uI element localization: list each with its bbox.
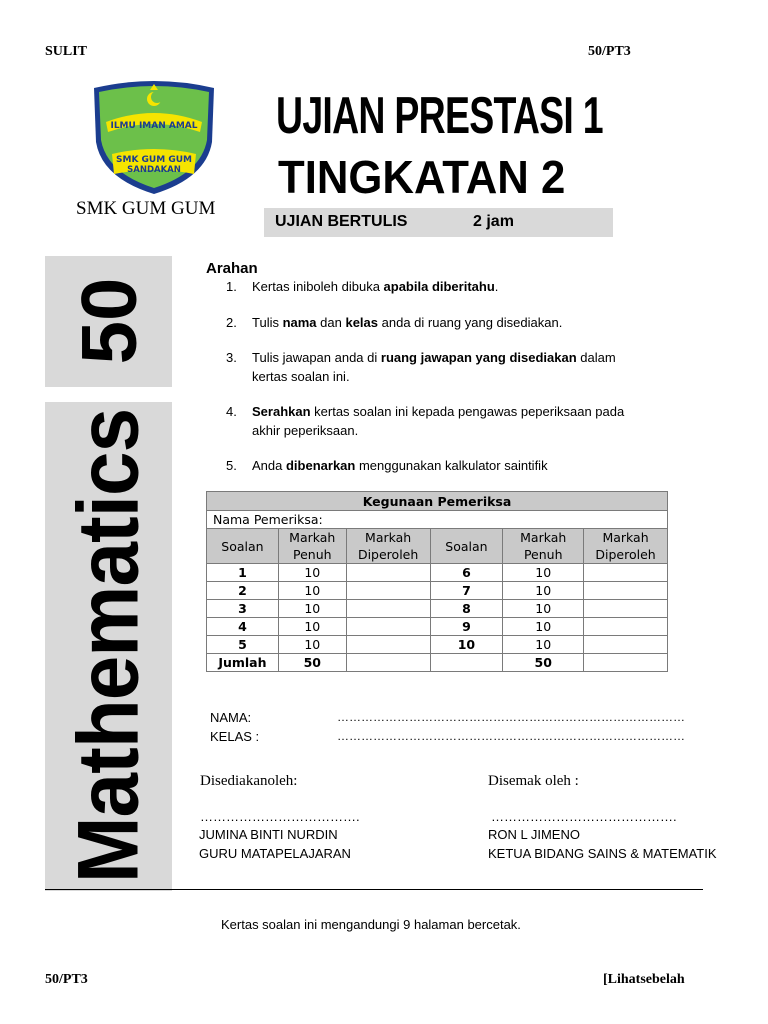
table-row bbox=[207, 600, 668, 618]
table-total-row bbox=[207, 654, 668, 672]
question-number: 9 bbox=[430, 618, 503, 636]
prepared-by-title: GURU MATAPELAJARAN bbox=[199, 846, 351, 861]
question-number: 2 bbox=[207, 582, 279, 600]
nama-dotted-line: …………………………………………………………………………… bbox=[337, 710, 685, 724]
examiner-marks-table bbox=[206, 491, 668, 672]
question-number: 4 bbox=[207, 618, 279, 636]
instruction-number: 1. bbox=[226, 279, 237, 294]
instruction-text: Kertas iniboleh dibuka apabila diberitahu. bbox=[252, 279, 499, 294]
total-empty-cell bbox=[430, 654, 503, 672]
nama-label: NAMA: bbox=[210, 710, 252, 725]
table-row bbox=[207, 636, 668, 654]
table-row bbox=[207, 564, 668, 582]
header-soalan: Soalan bbox=[207, 529, 279, 564]
marks-obtained-cell bbox=[346, 618, 430, 636]
header-markah-diperoleh: Markah Diperoleh bbox=[584, 529, 668, 564]
form-level-title: TINGKATAN 2 bbox=[278, 151, 566, 203]
examiner-name-label: Nama Pemeriksa: bbox=[207, 511, 668, 529]
test-duration: 2 jam bbox=[473, 213, 514, 230]
checked-by-title: KETUA BIDANG SAINS & MATEMATIK bbox=[488, 846, 717, 861]
header-left-code: SULIT bbox=[45, 44, 88, 59]
crest-line-2: SANDAKAN bbox=[127, 165, 181, 175]
subject-vertical: Mathematics bbox=[60, 408, 157, 884]
question-number: 1 bbox=[207, 564, 279, 582]
marks-obtained-cell bbox=[346, 582, 430, 600]
question-number: 8 bbox=[430, 600, 503, 618]
crest-line-1: SMK GUM GUM bbox=[116, 155, 192, 165]
question-number: 7 bbox=[430, 582, 503, 600]
checked-by-dotted-line: ……………………………………. bbox=[491, 809, 677, 824]
question-number: 5 bbox=[207, 636, 279, 654]
table-row bbox=[207, 618, 668, 636]
header-right-code: 50/PT3 bbox=[588, 44, 631, 59]
instruction-number: 2. bbox=[226, 315, 237, 330]
instruction-text: Serahkan kertas soalan ini kepada pengawas peperiksaan pada akhir peperiksaan. bbox=[252, 404, 625, 438]
footer-left-code: 50/PT3 bbox=[45, 972, 88, 987]
question-number: 6 bbox=[430, 564, 503, 582]
table-row bbox=[207, 582, 668, 600]
checked-by-name: RON L JIMENO bbox=[488, 827, 580, 842]
full-marks: 10 bbox=[503, 618, 584, 636]
subject-panel bbox=[45, 402, 172, 891]
marks-obtained-cell bbox=[346, 600, 430, 618]
full-marks: 10 bbox=[278, 600, 346, 618]
marks-obtained-cell bbox=[584, 600, 668, 618]
page-count-note: Kertas soalan ini mengandungi 9 halaman bercetak. bbox=[221, 917, 521, 932]
question-number: 3 bbox=[207, 600, 279, 618]
school-crest-logo bbox=[88, 80, 220, 196]
prepared-by-name: JUMINA BINTI NURDIN bbox=[199, 827, 338, 842]
paper-code-panel bbox=[45, 256, 172, 387]
paper-code-vertical: 50 bbox=[64, 277, 153, 365]
full-marks: 10 bbox=[278, 582, 346, 600]
header-markah-penuh: Markah Penuh bbox=[503, 529, 584, 564]
marks-obtained-cell bbox=[584, 618, 668, 636]
header-markah-diperoleh: Markah Diperoleh bbox=[346, 529, 430, 564]
instruction-number: 5. bbox=[226, 458, 237, 473]
full-marks: 10 bbox=[278, 618, 346, 636]
marks-obtained-cell bbox=[584, 636, 668, 654]
instruction-number: 3. bbox=[226, 350, 237, 365]
total-obtained-cell bbox=[584, 654, 668, 672]
question-number: 10 bbox=[430, 636, 503, 654]
total-obtained-cell bbox=[346, 654, 430, 672]
kelas-label: KELAS : bbox=[210, 729, 260, 744]
instructions-heading: Arahan bbox=[206, 260, 258, 277]
test-type-bar bbox=[264, 208, 613, 237]
instruction-number: 4. bbox=[226, 404, 237, 419]
total-full-marks: 50 bbox=[278, 654, 346, 672]
full-marks: 10 bbox=[503, 582, 584, 600]
crest-motto: ILMU IMAN AMAL bbox=[110, 121, 198, 131]
marks-obtained-cell bbox=[346, 636, 430, 654]
full-marks: 10 bbox=[503, 564, 584, 582]
marks-obtained-cell bbox=[584, 564, 668, 582]
test-type-label: UJIAN BERTULIS bbox=[275, 213, 408, 230]
exam-title: UJIAN PRESTASI 1 bbox=[276, 87, 603, 145]
instruction-text: Anda dibenarkan menggunakan kalkulator saintifik bbox=[252, 458, 548, 473]
checked-by-label: Disemak oleh : bbox=[488, 773, 579, 789]
marks-obtained-cell bbox=[346, 564, 430, 582]
full-marks: 10 bbox=[278, 636, 346, 654]
full-marks: 10 bbox=[503, 600, 584, 618]
full-marks: 10 bbox=[503, 636, 584, 654]
header-soalan: Soalan bbox=[430, 529, 503, 564]
full-marks: 10 bbox=[278, 564, 346, 582]
marks-obtained-cell bbox=[584, 582, 668, 600]
instruction-text: Tulis nama dan kelas anda di ruang yang disediakan. bbox=[252, 315, 563, 330]
table-caption: Kegunaan Pemeriksa bbox=[207, 492, 668, 511]
header-markah-penuh: Markah Penuh bbox=[278, 529, 346, 564]
instruction-text: Tulis jawapan anda di ruang jawapan yang disediakan dalam kertas soalan ini. bbox=[252, 350, 616, 384]
total-full-marks: 50 bbox=[503, 654, 584, 672]
prepared-by-dotted-line: ………………………………. bbox=[200, 809, 360, 824]
divider-line bbox=[45, 889, 703, 890]
prepared-by-label: Disediakanoleh: bbox=[200, 773, 298, 789]
footer-turn-over: [Lihatsebelah bbox=[603, 972, 685, 987]
kelas-dotted-line: …………………………………………………………………………… bbox=[337, 729, 685, 743]
school-name: SMK GUM GUM bbox=[76, 198, 216, 219]
total-label: Jumlah bbox=[207, 654, 279, 672]
